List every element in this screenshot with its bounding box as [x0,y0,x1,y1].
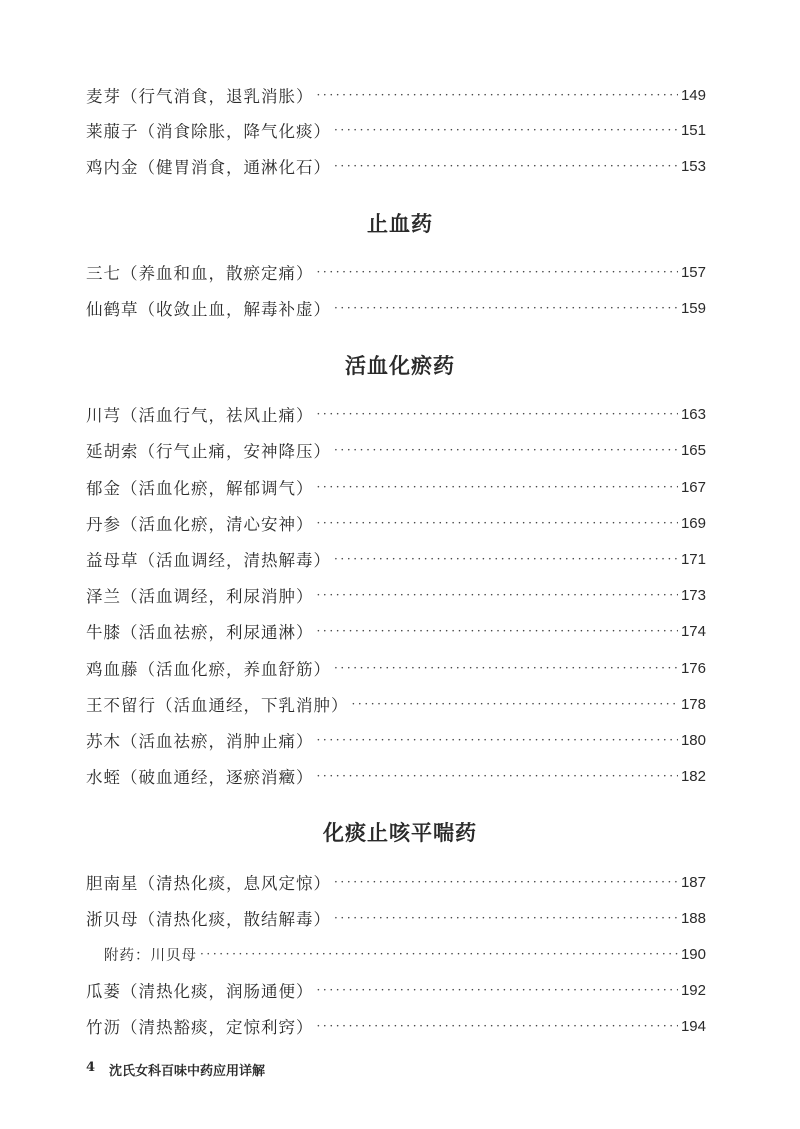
dot-leader [317,83,678,107]
entry-page: 167 [680,478,706,496]
entry-page: 169 [680,514,706,532]
dot-leader [334,438,678,462]
entry-page: 187 [680,873,706,891]
entry-page: 174 [680,622,706,640]
entry-title: 苏木（活血祛瘀，消肿止痛） [86,732,314,751]
entry-title: 瓜蒌（清热化痰，润肠通便） [86,982,314,1001]
dot-leader [317,728,678,752]
dot-leader [317,978,678,1002]
section-heading: 活血化瘀药 [345,353,455,378]
dot-leader [334,154,678,178]
toc-entry[interactable] [86,260,706,284]
entry-title: 莱菔子（消食除胀，降气化痰） [86,122,331,141]
entry-page: 180 [680,731,706,749]
entry-title: 竹沥（清热豁痰，定惊利窍） [86,1018,314,1037]
toc-entry[interactable] [86,619,706,643]
dot-leader [317,475,678,499]
dot-leader [352,692,678,716]
entry-page: 176 [680,659,706,677]
entry-title: 仙鹤草（收敛止血，解毒补虚） [86,300,331,319]
entry-title: 王不留行（活血通经，下乳消肿） [86,696,349,715]
entry-page: 194 [680,1017,706,1035]
entry-page: 163 [680,405,706,423]
dot-leader [317,260,678,284]
dot-leader [334,547,678,571]
dot-leader [317,1014,678,1038]
toc-entry[interactable] [86,656,706,680]
footer-book-title: 沈氏女科百味中药应用详解 [109,1064,266,1079]
dot-leader [317,764,678,788]
toc-entry[interactable] [86,511,706,535]
entry-page: 157 [680,263,706,281]
entry-page: 171 [680,550,706,568]
section-heading: 化痰止咳平喘药 [323,820,477,845]
entry-title: 川芎（活血行气，祛风止痛） [86,406,314,425]
toc-entry[interactable] [86,118,706,142]
footer-page-number: 4 [86,1060,96,1075]
dot-leader [317,511,678,535]
toc-entry[interactable] [86,547,706,571]
entry-title: 麦芽（行气消食，退乳消胀） [86,87,314,106]
entry-page: 165 [680,441,706,459]
entry-page: 151 [680,121,706,139]
entry-page: 149 [680,86,706,104]
entry-title: 附药：川贝母 [104,947,197,964]
entry-title: 三七（养血和血，散瘀定痛） [86,264,314,283]
dot-leader [334,656,678,680]
entry-title: 鸡血藤（活血化瘀，养血舒筋） [86,660,331,679]
entry-title: 延胡索（行气止痛，安神降压） [86,442,331,461]
dot-leader [334,870,678,894]
entry-title: 浙贝母（清热化痰，散结解毒） [86,910,331,929]
dot-leader [334,118,678,142]
toc-entry[interactable] [86,475,706,499]
page-footer [86,1060,265,1079]
toc-entry[interactable] [86,870,706,894]
entry-title: 丹参（活血化瘀，清心安神） [86,515,314,534]
entry-title: 郁金（活血化瘀，解郁调气） [86,479,314,498]
toc-subentry[interactable] [104,942,706,966]
toc-entry[interactable] [86,692,706,716]
entry-title: 胆南星（清热化痰，息风定惊） [86,874,331,893]
toc-entry[interactable] [86,764,706,788]
entry-title: 水蛭（破血通经，逐瘀消癥） [86,768,314,787]
entry-page: 192 [680,981,706,999]
toc-entry[interactable] [86,906,706,930]
toc-entry[interactable] [86,583,706,607]
toc-entry[interactable] [86,1014,706,1038]
entry-page: 190 [680,945,706,963]
entry-page: 188 [680,909,706,927]
section-heading: 止血药 [367,211,433,236]
entry-page: 153 [680,157,706,175]
entry-page: 182 [680,767,706,785]
toc-entry[interactable] [86,83,706,107]
entry-title: 牛膝（活血祛瘀，利尿通淋） [86,623,314,642]
toc-entry[interactable] [86,438,706,462]
toc-entry[interactable] [86,296,706,320]
toc-entry[interactable] [86,154,706,178]
dot-leader [317,583,678,607]
dot-leader [334,906,678,930]
dot-leader [334,296,678,320]
toc-entry[interactable] [86,402,706,426]
entry-page: 173 [680,586,706,604]
entry-title: 鸡内金（健胃消食，通淋化石） [86,158,331,177]
toc-entry[interactable] [86,728,706,752]
dot-leader [200,942,678,966]
entry-title: 泽兰（活血调经，利尿消肿） [86,587,314,606]
entry-page: 159 [680,299,706,317]
entry-page: 178 [680,695,706,713]
dot-leader [317,402,678,426]
toc-entry[interactable] [86,978,706,1002]
entry-title: 益母草（活血调经，清热解毒） [86,551,331,570]
dot-leader [317,619,678,643]
